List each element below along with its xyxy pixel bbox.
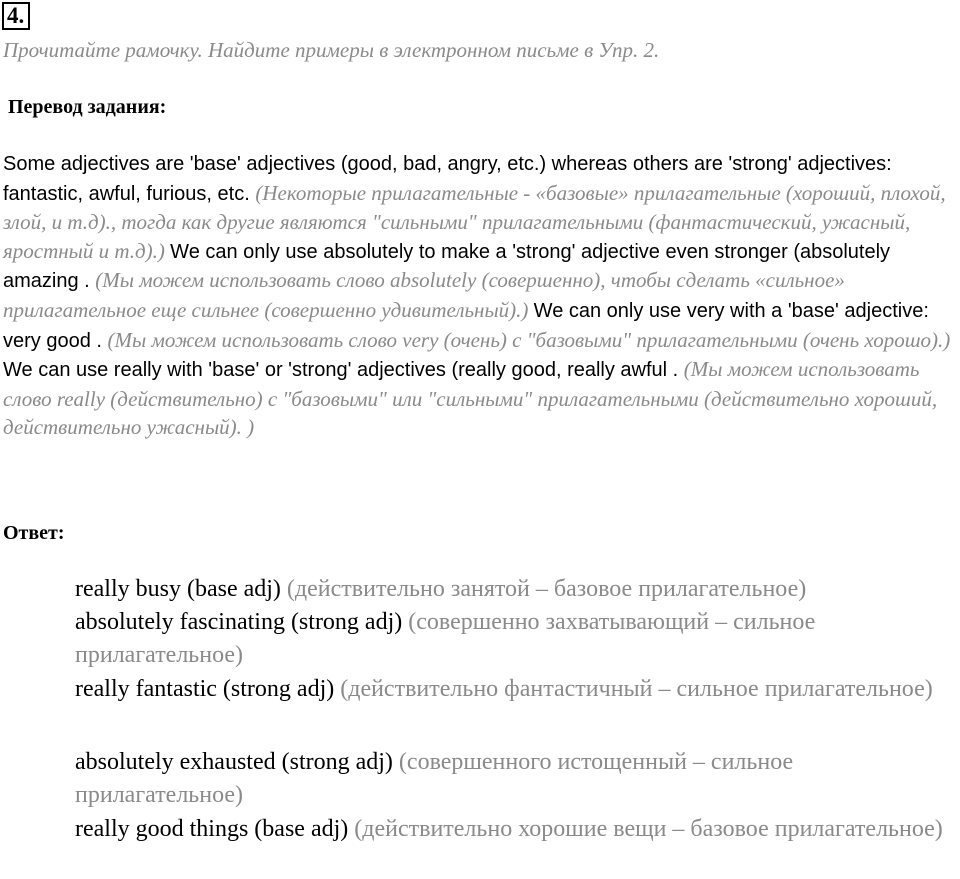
answer-item <box>75 746 955 812</box>
translation-segment-ru: (Мы можем использовать слово absolutely (совершенно), чтобы сделать «сильное» прилагательное еще сильнее (совершенно удивительный).) <box>3 268 845 322</box>
answer-item <box>75 606 955 672</box>
translation-paragraph <box>3 149 953 442</box>
answer-russian: (действительно фантастичный – сильное прилагательное) <box>340 676 933 702</box>
answer-russian: (совершенного истощенный – сильное прилагательное) <box>75 749 794 808</box>
answer-russian: (действительно хорошие вещи – базовое прилагательное) <box>354 816 943 842</box>
answer-russian: (совершенно захватывающий – сильное прилагательное) <box>75 609 816 668</box>
answer-item <box>75 673 955 706</box>
translation-segment-ru: (Мы можем использовать слово very (очень) с "базовыми" прилагательными (очень хорошо).) <box>107 327 951 352</box>
translation-segment-ru: (Мы можем использовать слово really (действительно) с "базовыми" или "сильными" прилагательными (действительно хороший, действительно ужасный). ) <box>3 357 938 440</box>
answer-english: absolutely exhausted (strong adj) <box>75 749 399 775</box>
translation-segment-ru: (Некоторые прилагательные - «базовые» прилагательные (хороший, плохой, злой, и т.д)., тогда как другие являются "сильными" прилагательными (фантастический, ужасный, яростный и т.д).) <box>3 180 946 263</box>
translation-segment-en: Some adjectives are 'base' adjectives (good, bad, angry, etc.) whereas others are 'strong' adjectives: fantastic, awful, furious, etc. <box>3 153 892 205</box>
exercise-number: 4. <box>2 2 30 30</box>
exercise-instruction: Прочитайте рамочку. Найдите примеры в электронном письме в Упр. 2. <box>3 38 660 62</box>
translation-segment-en: We can use really with 'base' or 'strong' adjectives (really good, really awful . <box>3 359 684 382</box>
translation-segment-en: We can only use very with a 'base' adjective: very good . <box>3 299 929 352</box>
translation-heading: Перевод задания: <box>8 96 167 118</box>
answer-item <box>75 573 955 606</box>
answer-english: really fantastic (strong adj) <box>75 676 341 702</box>
translation-segment-en: We can only use absolutely to make a 'strong' adjective even stronger (absolutely amazing . <box>3 240 891 293</box>
answer-english: absolutely fascinating (strong adj) <box>75 609 409 635</box>
answer-english: really good things (base adj) <box>75 816 355 842</box>
answer-heading: Ответ: <box>3 522 65 544</box>
answer-russian: (действительно занятой – базовое прилагательное) <box>286 576 807 602</box>
answer-item <box>75 813 955 846</box>
answer-english: really busy (base adj) <box>75 576 287 602</box>
